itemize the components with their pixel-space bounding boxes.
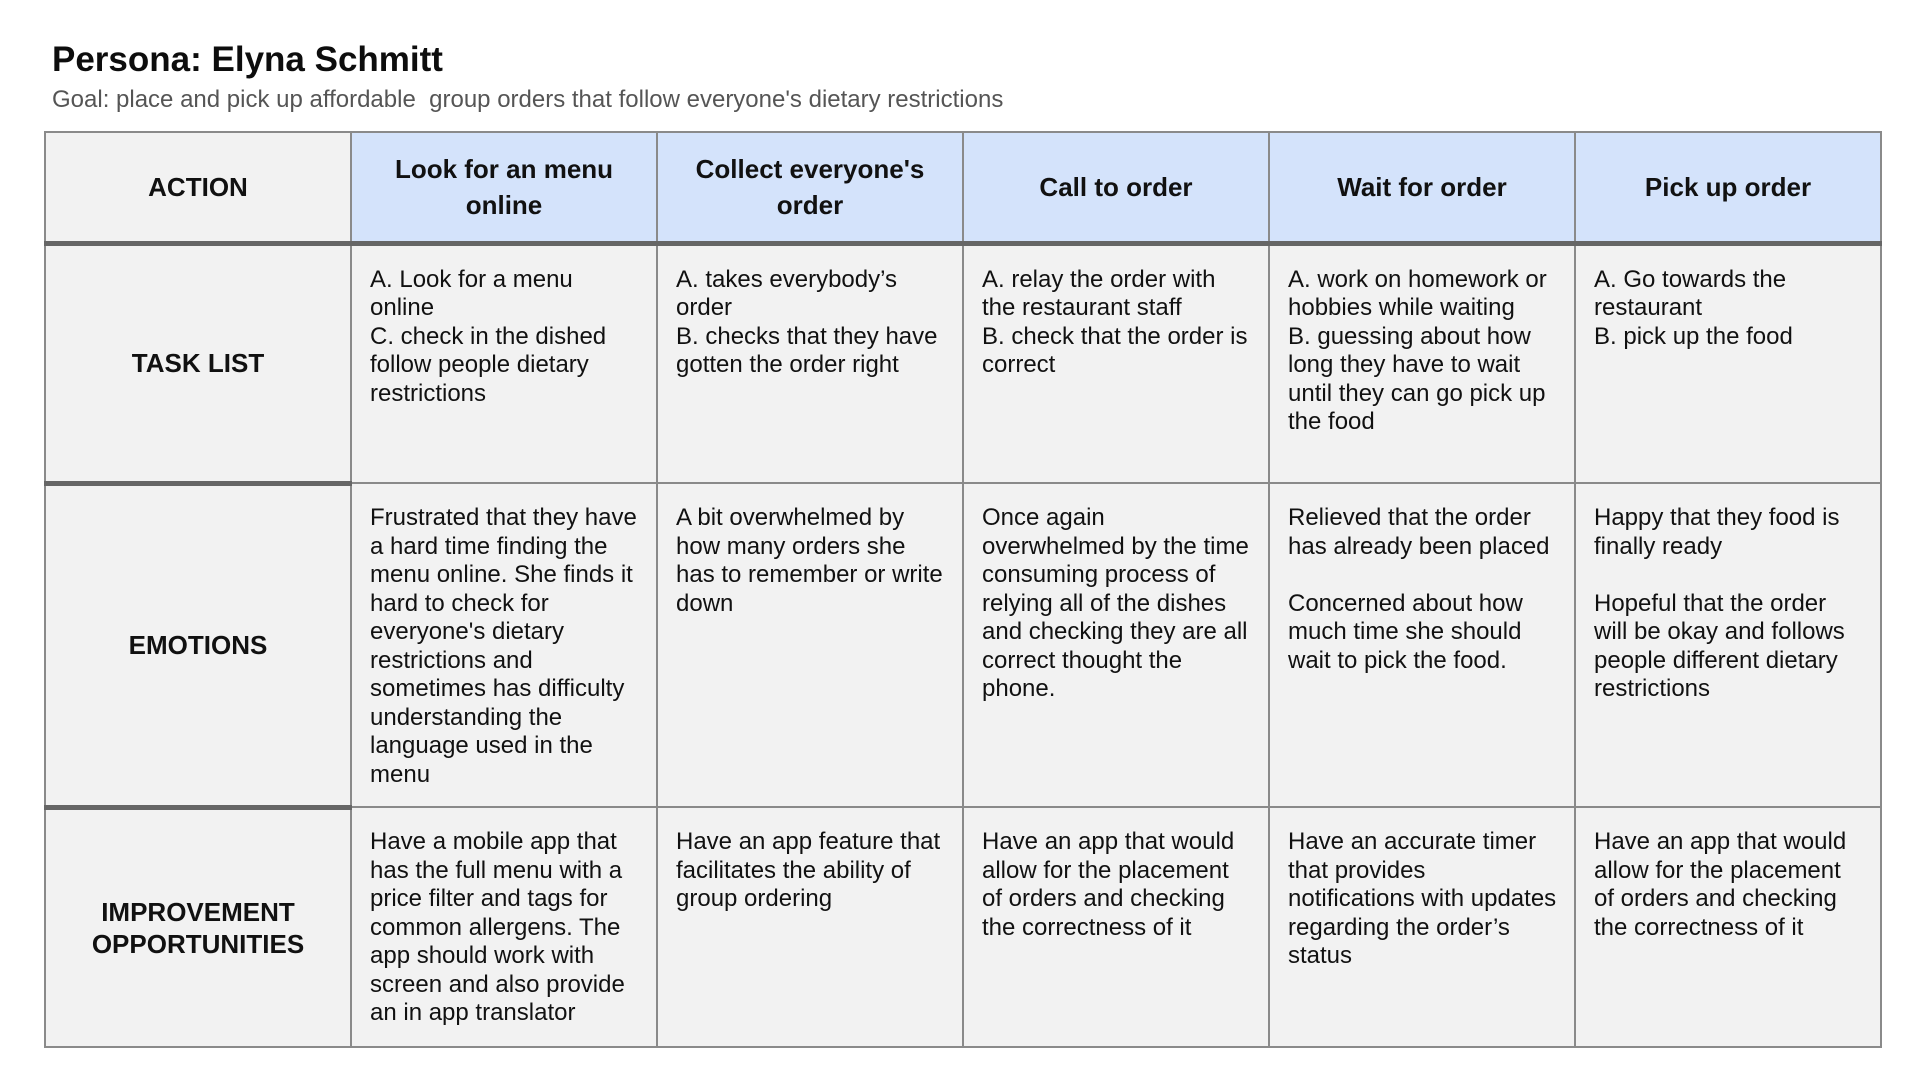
emotion-cell: Happy that they food is finally ready Hopeful that the order will be okay and follows people different dietary restrictions: [1575, 483, 1881, 807]
emotion-cell: A bit overwhelmed by how many orders she has to remember or write down: [657, 483, 963, 807]
emotion-cell: Relieved that the order has already been placed Concerned about how much time she should wait to pick the food.: [1269, 483, 1575, 807]
step-header: Wait for order: [1269, 132, 1575, 243]
task-cell: A. relay the order with the restaurant staff B. check that the order is correct: [963, 243, 1269, 483]
row-label-improvements: IMPROVEMENT OPPORTUNITIES: [45, 807, 351, 1047]
emotions-row: [45, 483, 1881, 807]
step-header: Pick up order: [1575, 132, 1881, 243]
improvement-cell: Have a mobile app that has the full menu with a price filter and tags for common allergens. The app should work with screen and also provide an in app translator: [351, 807, 657, 1047]
emotion-cell: Frustrated that they have a hard time finding the menu online. She finds it hard to check for everyone's dietary restrictions and sometimes has difficulty understanding the language used in the menu: [351, 483, 657, 807]
task-cell: A. work on homework or hobbies while waiting B. guessing about how long they have to wait until they can go pick up the food: [1269, 243, 1575, 483]
improvement-cell: Have an app that would allow for the placement of orders and checking the correctness of it: [963, 807, 1269, 1047]
persona-goal: Goal: place and pick up affordable group orders that follow everyone's dietary restrictions: [52, 86, 1004, 113]
journey-map-table: [44, 131, 1882, 1048]
improvement-cell: Have an app that would allow for the placement of orders and checking the correctness of it: [1575, 807, 1881, 1047]
improvement-cell: Have an accurate timer that provides notifications with updates regarding the order’s status: [1269, 807, 1575, 1047]
persona-title: Persona: Elyna Schmitt: [52, 40, 443, 79]
step-header: Collect everyone's order: [657, 132, 963, 243]
action-row: [45, 132, 1881, 243]
task-list-row: [45, 243, 1881, 483]
row-label-action: ACTION: [45, 132, 351, 243]
task-cell: A. Go towards the restaurant B. pick up the food: [1575, 243, 1881, 483]
improvement-cell: Have an app feature that facilitates the ability of group ordering: [657, 807, 963, 1047]
emotion-cell: Once again overwhelmed by the time consuming process of relying all of the dishes and checking they are all correct thought the phone.: [963, 483, 1269, 807]
task-cell: A. Look for a menu online C. check in the dished follow people dietary restrictions: [351, 243, 657, 483]
improvement-row: [45, 807, 1881, 1047]
task-cell: A. takes everybody’s order B. checks that they have gotten the order right: [657, 243, 963, 483]
row-label-emotions: EMOTIONS: [45, 483, 351, 807]
step-header: Look for an menu online: [351, 132, 657, 243]
step-header: Call to order: [963, 132, 1269, 243]
row-label-task-list: TASK LIST: [45, 243, 351, 483]
